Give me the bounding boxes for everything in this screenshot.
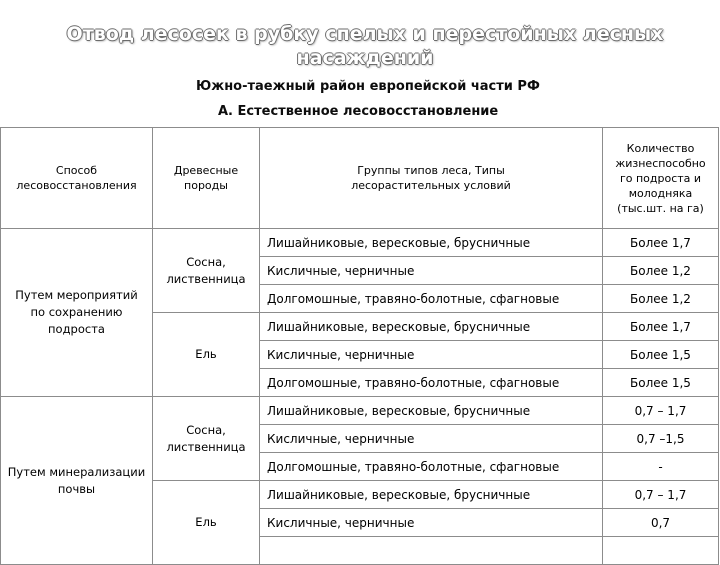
table-body: [1, 229, 719, 565]
seedling-count-cell: Более 1,5: [603, 369, 719, 397]
header-count: Количество жизнеспособно го подроста и молодняка (тыс.шт. на га): [603, 128, 719, 229]
header-groups: Группы типов леса, Типы лесорастительных условий: [260, 128, 603, 229]
forest-group-cell: Кисличные, черничные: [260, 341, 603, 369]
header-species: Древесные породы: [153, 128, 260, 229]
header-method: Способ лесовосстановления: [1, 128, 153, 229]
forest-group-cell: Кисличные, черничные: [260, 509, 603, 537]
seedling-count-cell: Более 1,2: [603, 285, 719, 313]
species-cell: Сосна, лиственница: [153, 397, 260, 481]
seedling-count-cell: -: [603, 453, 719, 481]
species-cell: Ель: [153, 481, 260, 565]
forest-group-cell: [260, 537, 603, 565]
page-title: Отвод лесосек в рубку спелых и перестойных лесных насаждений: [66, 23, 664, 69]
species-cell: Сосна, лиственница: [153, 229, 260, 313]
species-cell: Ель: [153, 313, 260, 397]
seedling-count-cell: Более 1,2: [603, 257, 719, 285]
seedling-count-cell: 0,7 –1,5: [603, 425, 719, 453]
forest-group-cell: Лишайниковые, вересковые, брусничные: [260, 481, 603, 509]
method-cell: Путем минерализации почвы: [1, 397, 153, 565]
forest-group-cell: Лишайниковые, вересковые, брусничные: [260, 397, 603, 425]
header-row: [1, 128, 719, 229]
table-row: [1, 229, 719, 257]
seedling-count-cell: [603, 537, 719, 565]
forest-group-cell: Долгомошные, травяно-болотные, сфагновые: [260, 453, 603, 481]
forest-group-cell: Кисличные, черничные: [260, 425, 603, 453]
forest-group-cell: Долгомошные, травяно-болотные, сфагновые: [260, 369, 603, 397]
forest-group-cell: Долгомошные, травяно-болотные, сфагновые: [260, 285, 603, 313]
forest-group-cell: Лишайниковые, вересковые, брусничные: [260, 313, 603, 341]
seedling-count-cell: Более 1,7: [603, 229, 719, 257]
section-subtitle: А. Естественное лесовосстановление: [218, 104, 499, 119]
seedling-count-cell: Более 1,5: [603, 341, 719, 369]
seedling-count-cell: 0,7: [603, 509, 719, 537]
region-subtitle: Южно-таежный район европейской части РФ: [196, 79, 540, 94]
seedling-count-cell: 0,7 – 1,7: [603, 397, 719, 425]
forest-group-cell: Лишайниковые, вересковые, брусничные: [260, 229, 603, 257]
method-cell: Путем мероприятий по сохранению подроста: [1, 229, 153, 397]
forest-group-cell: Кисличные, черничные: [260, 257, 603, 285]
table-row: [1, 397, 719, 425]
seedling-count-cell: 0,7 – 1,7: [603, 481, 719, 509]
reforestation-table: [0, 127, 719, 565]
seedling-count-cell: Более 1,7: [603, 313, 719, 341]
